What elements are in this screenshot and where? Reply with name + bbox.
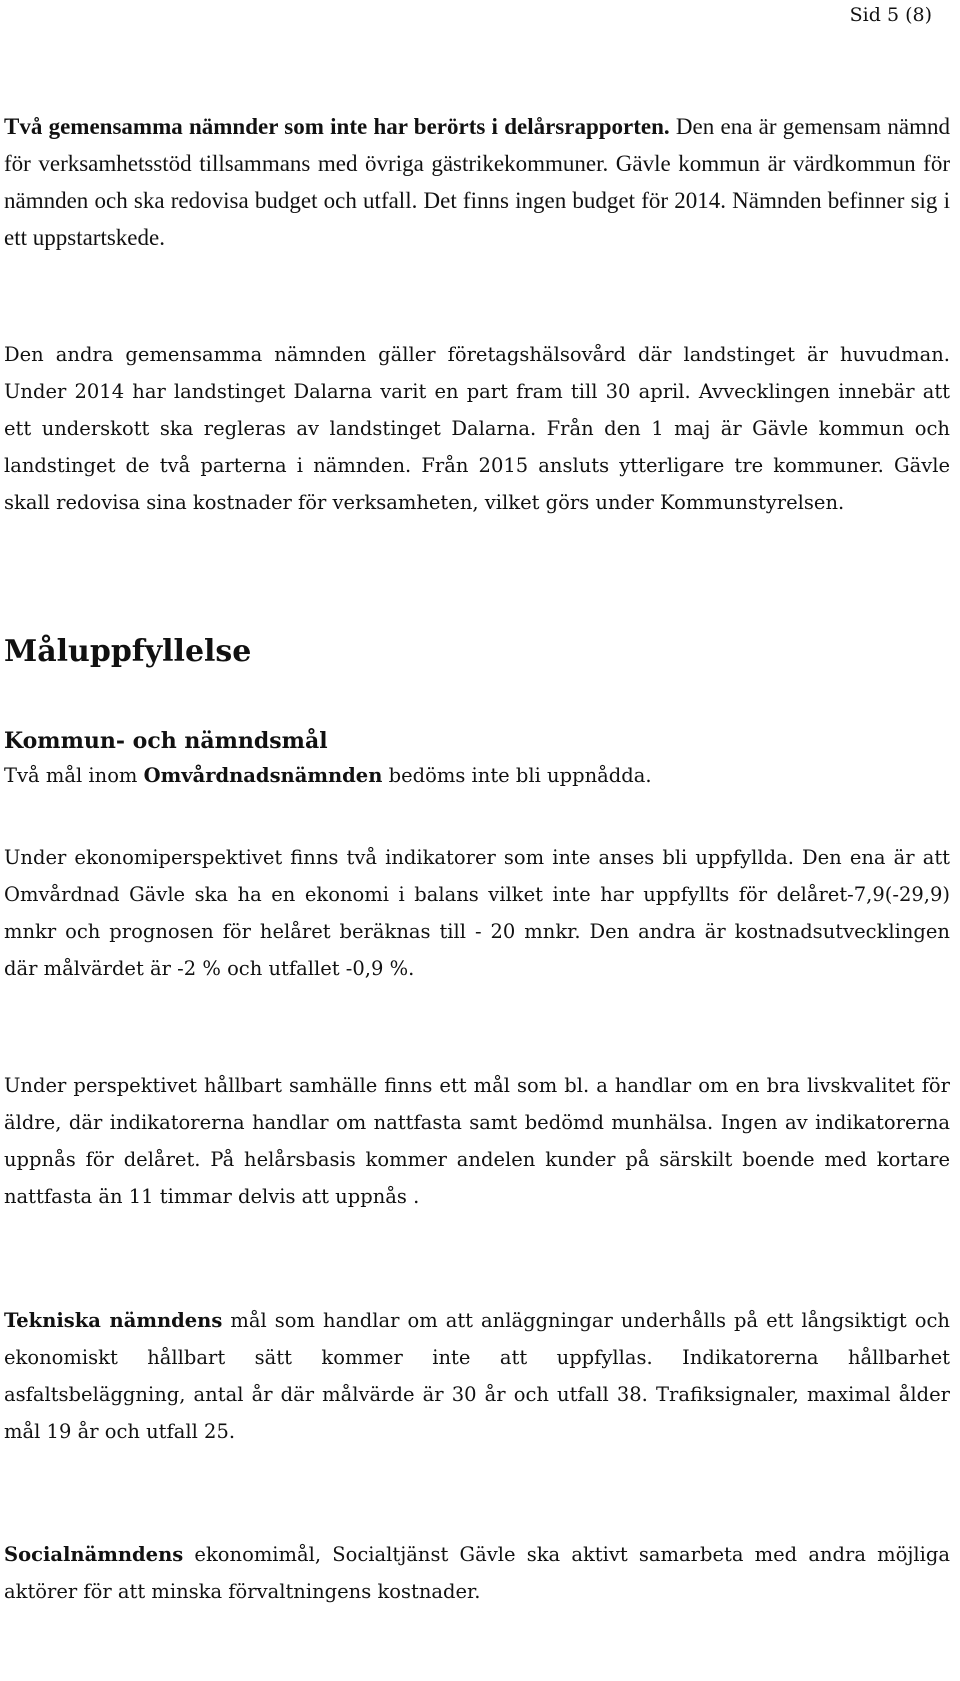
social-paragraph bbox=[4, 1536, 950, 1610]
second-board-section bbox=[4, 336, 950, 521]
sustainable-section bbox=[4, 1067, 950, 1215]
goals-intro-paragraph bbox=[4, 757, 950, 794]
technical-section bbox=[4, 1302, 950, 1450]
page-number: Sid 5 (8) bbox=[849, 4, 932, 26]
sustainable-paragraph: Under perspektivet hållbart samhälle finns ett mål som bl. a handlar om en bra livskvalitet för äldre, där indikatorerna handlar om nattfasta samt bedömd munhälsa. Ingen av indikatorerna uppnås för delåret. På helårsbasis kommer andelen kunder på särskilt boende med kortare nattfasta än 11 timmar delvis att uppnås . bbox=[4, 1074, 950, 1208]
intro-bold-lead: Två gemensamma nämnder som inte har berörts i delårsrapporten. bbox=[4, 114, 670, 139]
technical-text: mål som handlar om att anläggningar underhålls på ett långsiktigt och ekonomiskt hållbart sätt kommer inte att uppfyllas. Indikatorerna hållbarhet asfaltsbeläggning, antal år där målvärde är 30 år och utfall 38. Trafiksignaler, maximal ålder mål 19 år och utfall 25. bbox=[4, 1309, 950, 1443]
goals-intro-after: bedöms inte bli uppnådda. bbox=[382, 764, 652, 787]
social-text: ekonomimål, Socialtjänst Gävle ska aktivt samarbeta med andra möjliga aktörer för att minska förvaltningens kostnader. bbox=[4, 1543, 950, 1603]
social-section bbox=[4, 1536, 950, 1610]
heading-maluppfyllelse: Måluppfyllelse bbox=[4, 634, 252, 669]
technical-bold: Tekniska nämndens bbox=[4, 1309, 223, 1332]
technical-paragraph bbox=[4, 1302, 950, 1450]
goals-intro-bold: Omvårdnadsnämnden bbox=[143, 764, 383, 787]
social-bold: Socialnämndens bbox=[4, 1543, 184, 1566]
goals-intro-before: Två mål inom bbox=[4, 764, 144, 787]
second-board-paragraph: Den andra gemensamma nämnden gäller företagshälsovård där landstinget är huvudman. Under 2014 har landstinget Dalarna varit en part fram till 30 april. Avvecklingen innebär att ett underskott ska regleras av landstinget Dalarna. Från den 1 maj är Gävle kommun och landstinget de två parterna i nämnden. Från 2015 ansluts ytterligare tre kommuner. Gävle skall redovisa sina kostnader för verksamheten, vilket görs under Kommunstyrelsen. bbox=[4, 343, 950, 514]
heading-kommun-och-namndsmal: Kommun- och nämndsmål bbox=[4, 728, 328, 754]
intro-paragraph bbox=[4, 108, 950, 256]
economy-paragraph: Under ekonomiperspektivet finns två indikatorer som inte anses bli uppfyllda. Den ena är att Omvårdnad Gävle ska ha en ekonomi i balans vilket inte har uppfyllts för delåret-7,9(-29,9) mnkr och prognosen för helåret beräknas till - 20 mnkr. Den andra är kostnadsutvecklingen där målvärdet är -2 % och utfallet -0,9 %. bbox=[4, 846, 950, 980]
goals-intro-section bbox=[4, 757, 950, 794]
economy-section bbox=[4, 839, 950, 987]
intro-section bbox=[4, 108, 950, 256]
intro-text: Den ena är gemensam nämnd för verksamhetsstöd tillsammans med övriga gästrikekommuner. Gävle kommun är värdkommun för nämnden och ska redovisa budget och utfall. Det finns ingen budget för 2014. Nämnden befinner sig i ett uppstartskede. bbox=[4, 114, 950, 250]
